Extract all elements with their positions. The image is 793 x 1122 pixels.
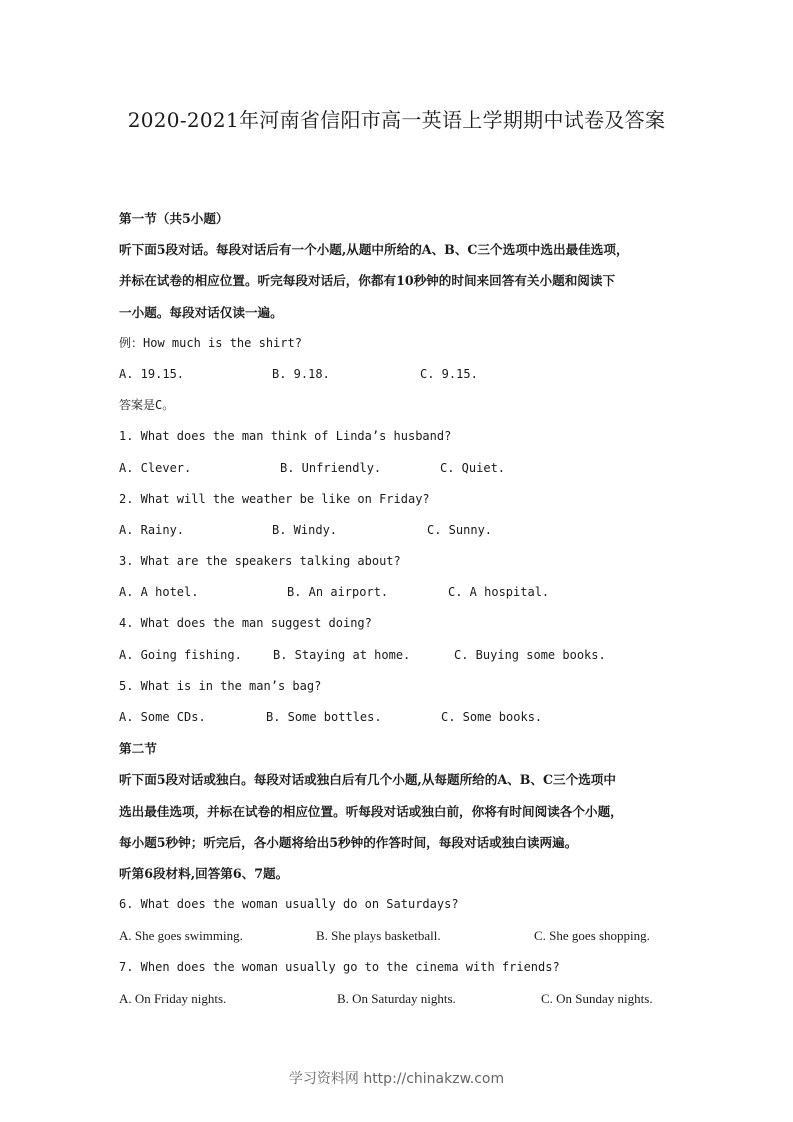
document-body xyxy=(119,203,679,1014)
question-2-options xyxy=(119,515,679,546)
q4-option-c: C. Buying some books. xyxy=(454,647,606,662)
question-6: 6. What does the woman usually do on Saturdays? xyxy=(119,897,459,912)
q1-option-a: A. Clever. xyxy=(119,460,192,475)
question-7: 7. When does the woman usually go to the cinema with friends? xyxy=(119,959,560,974)
example-question: 例：How much is the shirt? xyxy=(119,335,302,350)
question-3: 3. What are the speakers talking about? xyxy=(119,554,401,569)
q2-option-a: A. Rainy. xyxy=(119,522,185,537)
q7-option-c: C. On Sunday nights. xyxy=(541,990,653,1006)
q7-option-a: A. On Friday nights. xyxy=(119,990,227,1006)
example-option-c: C. 9.15. xyxy=(420,366,478,381)
page-title: 2020-2021年河南省信阳市高一英语上学期期中试卷及答案 xyxy=(127,108,666,132)
question-2: 2. What will the weather be like on Friday? xyxy=(119,491,430,506)
question-3-options xyxy=(119,577,679,608)
q3-option-a: A. A hotel. xyxy=(119,585,199,600)
section1-instruction-3: 一小题。每段对话仅读一遍。 xyxy=(119,304,283,320)
q4-option-a: A. Going fishing. xyxy=(119,647,242,662)
example-option-b: B. 9.18. xyxy=(272,366,330,381)
example-options xyxy=(119,359,679,390)
question-4: 4. What does the man suggest doing? xyxy=(119,616,372,631)
q2-option-c: C. Sunny. xyxy=(427,522,493,537)
q3-option-b: B. An airport. xyxy=(287,585,389,600)
question-4-options xyxy=(119,640,679,671)
question-5: 5. What is in the man’s bag? xyxy=(119,678,322,693)
question-6-options xyxy=(119,920,679,951)
example-answer: 答案是C。 xyxy=(119,398,175,413)
section2-instruction-2: 选出最佳选项，并标在试卷的相应位置。听每段对话或独白前，你将有时间阅读各个小题， xyxy=(119,803,623,819)
q1-option-c: C. Quiet. xyxy=(440,460,506,475)
section2-instruction-3: 每小题5秒钟；听完后，各小题将给出5秒钟的作答时间，每段对话或独白读两遍。 xyxy=(119,834,578,850)
q2-option-b: B. Windy. xyxy=(272,522,338,537)
section1-heading: 第一节（共5小题） xyxy=(119,211,229,226)
section2-heading: 第二节 xyxy=(119,741,157,757)
section1-instruction-1: 听下面5段对话。每段对话后有一个小题,从题中所给的A、B、C三个选项中选出最佳选项， xyxy=(119,242,629,258)
footer-watermark: 学习资料网 http://chinakzw.com xyxy=(288,1071,505,1087)
section2-material: 听第6段材料,回答第6、7题。 xyxy=(119,865,289,881)
q4-option-b: B. Staying at home. xyxy=(273,647,411,662)
q7-option-b: B. On Saturday nights. xyxy=(337,990,456,1006)
section2-instruction-1: 听下面5段对话或独白。每段对话或独白后有几个小题,从每题所给的A、B、C三个选项中 xyxy=(119,772,616,788)
question-1: 1. What does the man think of Linda’s husband? xyxy=(119,429,452,444)
q5-option-c: C. Some books. xyxy=(441,710,543,724)
q6-option-a: A. She goes swimming. xyxy=(119,928,243,944)
q6-option-c: C. She goes shopping. xyxy=(534,928,650,944)
q3-option-c: C. A hospital. xyxy=(448,585,550,600)
section1-instruction-2: 并标在试卷的相应位置。听完每段对话后，你都有10秒钟的时间来回答有关小题和阅读下 xyxy=(119,273,616,289)
q5-option-a: A. Some CDs. xyxy=(119,710,206,724)
question-5-options xyxy=(119,702,679,733)
q1-option-b: B. Unfriendly. xyxy=(280,460,382,475)
question-1-options xyxy=(119,453,679,484)
q5-option-b: B. Some bottles. xyxy=(266,710,382,724)
q6-option-b: B. She plays basketball. xyxy=(316,928,441,944)
question-7-options xyxy=(119,983,679,1014)
example-option-a: A. 19.15. xyxy=(119,366,185,381)
